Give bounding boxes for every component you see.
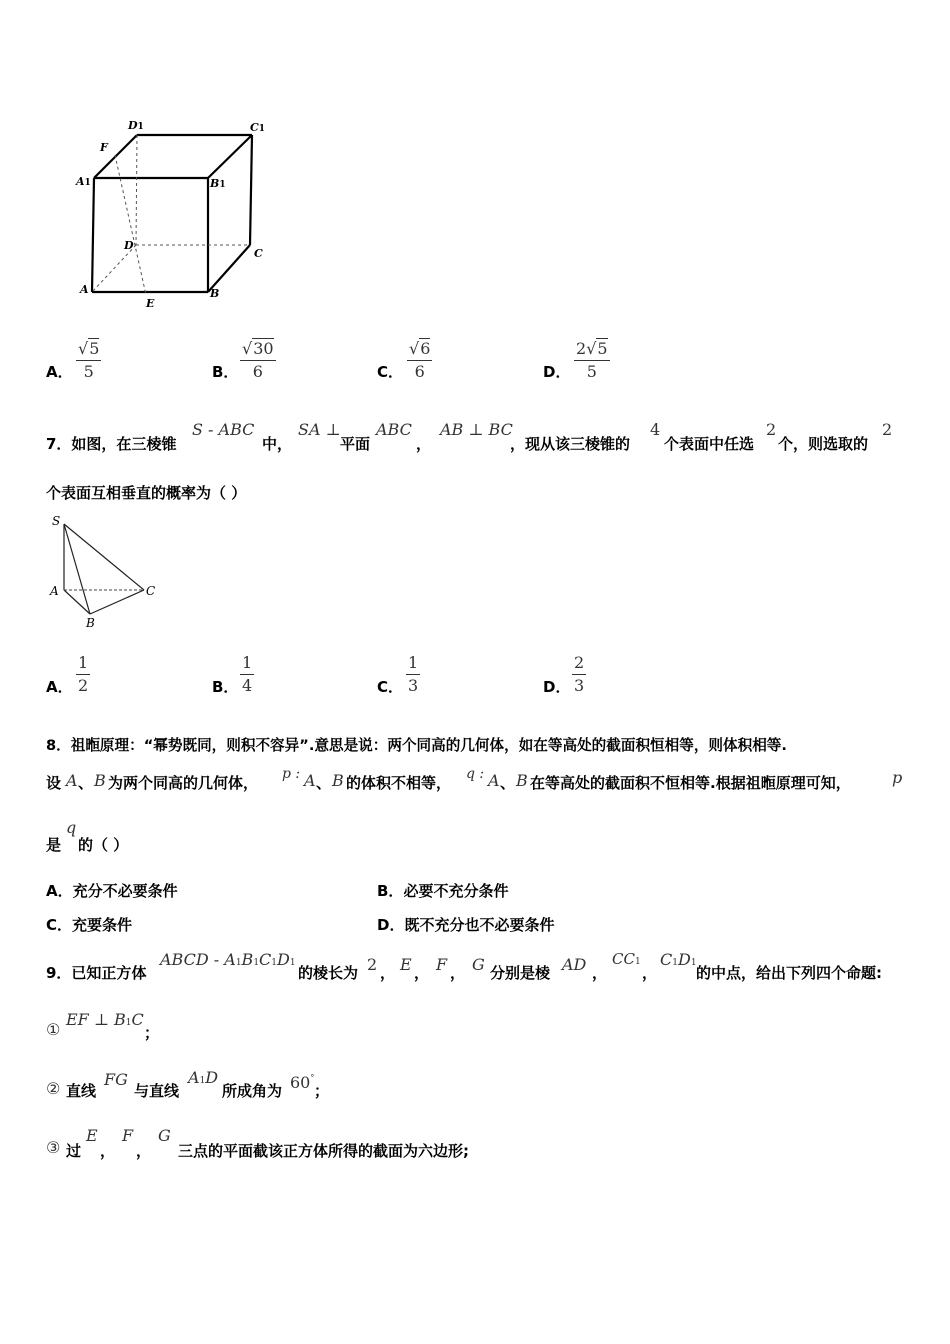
q9-edge-cc1: CC1 (612, 950, 641, 968)
label-C: C (254, 247, 263, 260)
q9-statement-2-text2: 与直线 (134, 1082, 180, 1100)
q6-option-a-letter: A． (46, 363, 73, 381)
q9-s3-point-e: E (86, 1126, 98, 1145)
q8-q-colon: q : (466, 766, 485, 782)
q9-comma5: ， (642, 964, 658, 982)
q7-option-d-letter: D． (543, 678, 571, 696)
label-B: B (210, 287, 220, 300)
label-D: D (124, 239, 134, 252)
q8-dun3: 、 (500, 774, 516, 792)
pyramid-figure (46, 514, 166, 634)
q7-number-4: 4 (650, 420, 661, 439)
q7-text-faces: 个表面中任选 (664, 435, 755, 453)
label-F: F (100, 141, 108, 154)
q8-var-q: q (66, 818, 77, 837)
q7-option-d-value: $\frac{2}{3}$ (574, 653, 585, 695)
q8-text-she: 设 (46, 774, 62, 792)
q8-var-b3: B (516, 771, 528, 790)
q9-s3-comma2: ， (136, 1142, 152, 1160)
q9-text-midpoints: 的中点，给出下列四个命题: (696, 964, 882, 982)
q7-option-c-value: $\frac{1}{3}$ (408, 653, 419, 695)
label-D1: D1 (128, 119, 144, 132)
q6-option-b-value: $\frac{√30}{6}$ (242, 339, 274, 381)
q9-angle: 60° (290, 1073, 315, 1092)
q7-text-choose: ，现从该三棱锥的 (510, 435, 631, 453)
q7-text-plane: 平面 (340, 435, 371, 453)
q8-var-a: A (66, 771, 78, 790)
cube-figure (70, 115, 290, 315)
q7-option-a-letter: A． (46, 678, 73, 696)
q8-option-c: C．充要条件 (46, 916, 133, 934)
q7-option-b-value: $\frac{1}{4}$ (242, 653, 253, 695)
label-S: S (52, 514, 61, 528)
q7-text-then: 个，则选取的 (778, 435, 869, 453)
label-C1: C1 (250, 121, 266, 134)
q8-var-a3: A (488, 771, 500, 790)
q7-comma: ， (416, 435, 432, 453)
q8-line1: 8．祖暅原理：“幂势既同，则积不容异”.意思是说：两个同高的几何体，如在等高处的截面积恒相等，则体积相等. (46, 737, 787, 754)
q7-line2: 个表面互相垂直的概率为（ ） (46, 484, 247, 502)
q9-edge-c1d1: C1D1 (660, 950, 697, 969)
q9-intro: 9．已知正方体 (46, 964, 147, 982)
q7-text-zhong: 中， (262, 435, 293, 453)
q9-edge-ad: AD (562, 955, 587, 974)
q7-option-b-letter: B． (212, 678, 239, 696)
q7-abc: ABC (376, 420, 412, 439)
q9-statement-1-end: ； (144, 1024, 160, 1042)
q7-number-2b: 2 (882, 420, 893, 439)
q6-option-d-letter: D． (543, 363, 571, 381)
q9-edge-length: 2 (367, 955, 378, 974)
q8-var-b2: B (332, 771, 344, 790)
label-C: C (146, 584, 156, 598)
q8-text-3: 在等高处的截面积不恒相等.根据祖暅原理可知， (530, 774, 851, 792)
label-A1: A1 (76, 175, 91, 188)
label-B: B (86, 616, 95, 630)
q6-option-c-value: $\frac{√6}{6}$ (409, 339, 431, 381)
q9-statement-3-text2: 三点的平面截该正方体所得的截面为六边形; (178, 1142, 470, 1160)
q9-statement-3-mark: ③ (46, 1138, 61, 1157)
label-B1: B1 (210, 177, 226, 190)
q9-statement-2-text3: 所成角为 (222, 1082, 283, 1100)
q9-statement-2-end: ； (314, 1082, 330, 1100)
q9-statement-1-formula: EF ⊥ B1C (66, 1010, 144, 1029)
pyramid-diagram (46, 514, 166, 634)
q7-ab-perp-bc: AB ⊥ BC (440, 420, 513, 439)
q9-cube-name: ABCD - A1B1C1D1 (160, 950, 296, 969)
q7-option-c-letter: C． (377, 678, 404, 696)
q9-statement-2-mark: ② (46, 1079, 61, 1098)
q9-text-edges: 分别是棱 (490, 964, 551, 982)
q9-comma1: ， (380, 964, 396, 982)
q8-option-b: B．必要不充分条件 (377, 882, 509, 900)
q6-option-a-value: $\frac{√5}{5}$ (78, 339, 100, 381)
q6-option-c-letter: C． (377, 363, 404, 381)
q9-point-f: F (436, 955, 448, 974)
q9-comma4: ， (592, 964, 608, 982)
q9-s3-comma1: ， (100, 1142, 116, 1160)
q8-text-2: 的体积不相等， (346, 774, 452, 792)
q9-statement-2-text1: 直线 (66, 1082, 97, 1100)
q7-intro: 7．如图，在三棱锥 (46, 435, 177, 453)
q8-option-a: A．充分不必要条件 (46, 882, 178, 900)
q9-comma3: ， (450, 964, 466, 982)
q9-statement-3-text1: 过 (66, 1142, 82, 1160)
q7-number-2: 2 (766, 420, 777, 439)
q7-sa-perp: SA ⊥ (298, 420, 341, 439)
q9-line-fg: FG (104, 1070, 128, 1089)
q9-point-g: G (472, 955, 485, 974)
q8-var-b: B (94, 771, 106, 790)
label-E: E (146, 297, 155, 310)
q8-dun: 、 (78, 774, 94, 792)
q8-option-d: D．既不充分也不必要条件 (377, 916, 555, 934)
q9-text-edge: 的棱长为 (298, 964, 359, 982)
q9-line-a1d: A1D (188, 1068, 219, 1087)
q8-text-shi: 是 (46, 836, 62, 854)
q9-comma2: ， (414, 964, 430, 982)
q6-option-b-letter: B． (212, 363, 239, 381)
q7-pyramid: S - ABC (192, 420, 255, 439)
q8-dun2: 、 (316, 774, 332, 792)
q9-point-e: E (400, 955, 412, 974)
label-A: A (50, 584, 59, 598)
q8-text-de: 的（ ） (78, 836, 129, 854)
q8-text-1: 为两个同高的几何体， (108, 774, 259, 792)
q8-var-p: p (892, 768, 903, 787)
q6-option-d-value: $\frac{2√5}{5}$ (576, 339, 608, 381)
q9-s3-point-g: G (158, 1126, 171, 1145)
q9-s3-point-f: F (122, 1126, 134, 1145)
q8-p-colon: p : (282, 766, 301, 782)
q8-var-a2: A (304, 771, 316, 790)
q9-statement-1-mark: ① (46, 1020, 61, 1039)
q7-option-a-value: $\frac{1}{2}$ (78, 653, 89, 695)
label-A: A (80, 283, 89, 296)
